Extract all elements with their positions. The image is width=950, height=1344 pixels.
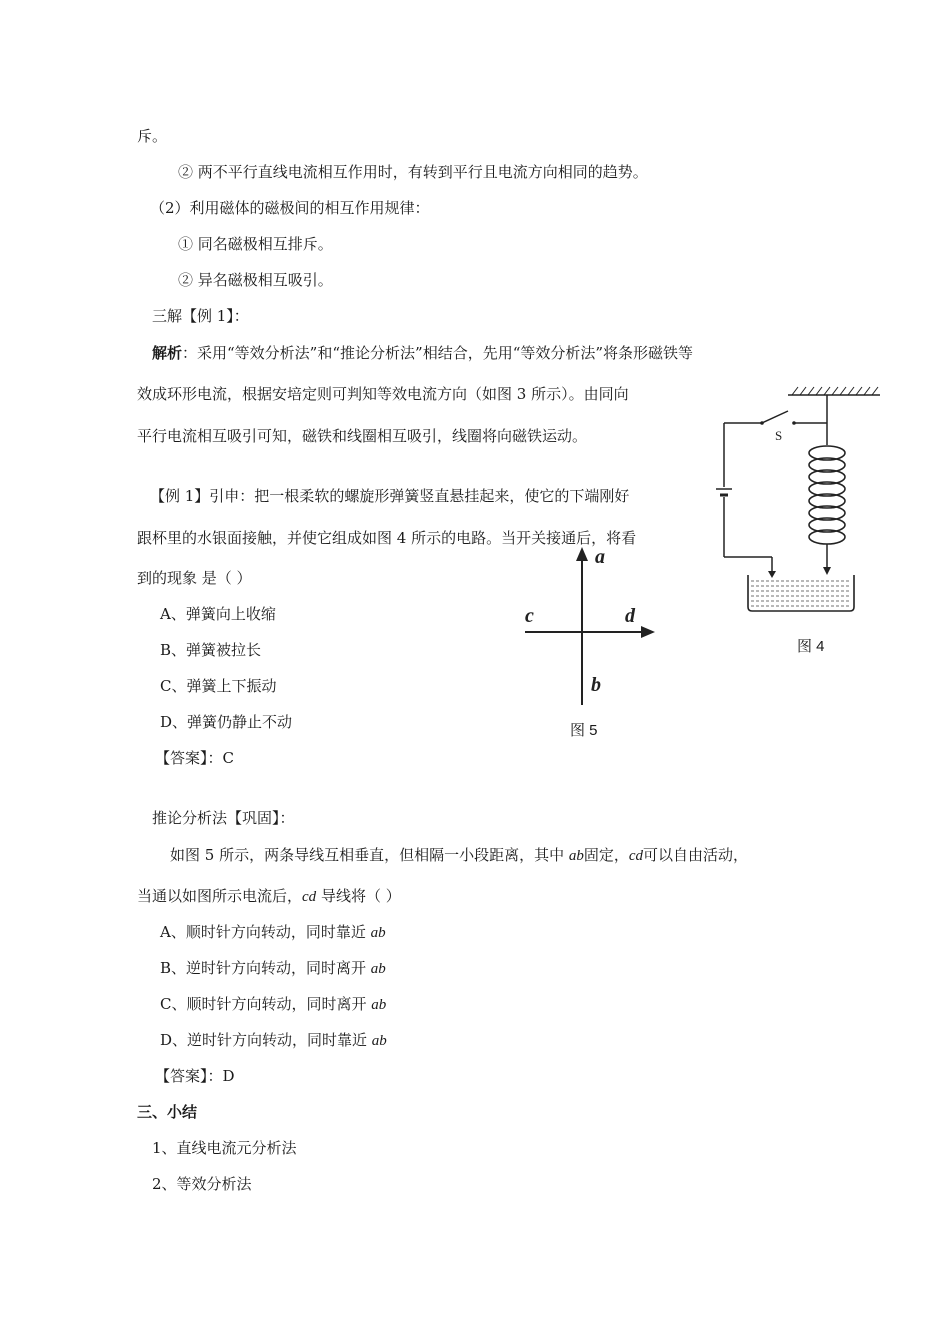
option-d-2: D、逆时针方向转动，同时靠近 ab	[160, 1031, 387, 1049]
answer-2: 【答案】：D	[155, 1067, 235, 1085]
option-d-1: D、弹簧仍静止不动	[160, 713, 293, 731]
text-l7	[152, 343, 693, 363]
summary-item-1: 1、直线电流元分析法	[152, 1139, 297, 1157]
text-l11: 跟杯里的水银面接触，并使它组成如图 4 所示的电路。当开关接通后，将看	[137, 529, 637, 547]
text-l13: 推论分析法【巩固】：	[152, 809, 295, 827]
text-l15: 当通以如图所示电流后，cd 导线将（ ）	[137, 887, 401, 905]
text-l2: ② 两不平行直线电流相互作用时，有转到平行且电流方向相同的趋势。	[178, 163, 648, 181]
answer-1: 【答案】：C	[155, 749, 234, 767]
option-a-2: A、顺时针方向转动，同时靠近 ab	[160, 923, 386, 941]
text-l6: 三解【例 1】：	[152, 307, 249, 325]
option-c-1: C、弹簧上下振动	[160, 677, 277, 695]
analysis-label: 解析	[152, 344, 183, 362]
text-l5: ② 异名磁极相互吸引。	[178, 271, 333, 289]
figure-4-circuit	[700, 385, 890, 625]
option-a-1: A、弹簧向上收缩	[160, 605, 276, 623]
option-b-1: B、弹簧被拉长	[160, 641, 262, 659]
switch-label: S	[775, 428, 783, 443]
text-l12: 到的现象 是（ ）	[137, 569, 252, 587]
analysis-text: ：采用“等效分析法”和“推论分析法”相结合，先用“等效分析法”将条形磁铁等	[182, 344, 694, 362]
text-l9: 平行电流相互吸引可知，磁铁和线圈相互吸引，线圈将向磁铁运动。	[137, 427, 588, 445]
text-l4: ① 同名磁极相互排斥。	[178, 235, 333, 253]
option-b-2: B、逆时针方向转动，同时离开 ab	[160, 959, 386, 977]
label-b: b	[591, 674, 601, 696]
text-l8: 效成环形电流，根据安培定则可判知等效电流方向（如图 3 所示）。由同向	[137, 385, 629, 403]
text-l1: 斥。	[137, 127, 168, 145]
figure-4-caption: 图 4	[797, 638, 825, 655]
label-d: d	[625, 605, 635, 627]
text-l3: （2）利用磁体的磁极间的相互作用规律：	[150, 199, 430, 217]
section-heading-summary: 三、小结	[137, 1103, 198, 1121]
label-a: a	[595, 546, 605, 568]
figure-5-wires	[515, 545, 665, 710]
text-l14: 如图 5 所示，两条导线互相垂直，但相隔一小段距离，其中 ab固定，cd可以自由活动，	[170, 846, 749, 864]
label-c: c	[525, 605, 534, 627]
text-l10: 【例 1】引申：把一根柔软的螺旋形弹簧竖直悬挂起来，使它的下端刚好	[150, 487, 630, 505]
option-c-2: C、顺时针方向转动，同时离开 ab	[160, 995, 387, 1013]
summary-item-2: 2、等效分析法	[152, 1175, 252, 1193]
figure-5-caption: 图 5	[570, 722, 598, 739]
